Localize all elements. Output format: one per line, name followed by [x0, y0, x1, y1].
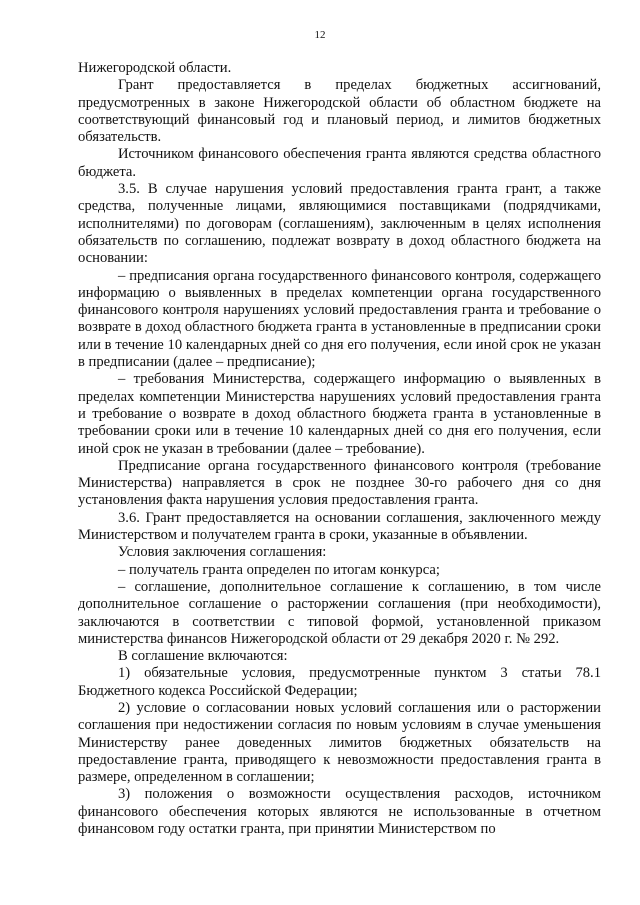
paragraph-included-item-3: 3) положения о возможности осуществления расходов, источником финансового обеспечения которых являются не использованные в отчетном финансовом году остатки гранта, при принятии Министерством по	[78, 786, 601, 838]
paragraph-requirement-item: – требования Министерства, содержащего информацию о выявленных в пределах компетенции Министерства нарушениях условий предоставления гранта и требование о возврате в доход областного бюджета гранта в установленные в требовании сроки или в течение 10 календарных дней со дня его получения, если иной срок не указан в требовании (далее – требование).	[78, 371, 601, 457]
paragraph-included-item-1: 1) обязательные условия, предусмотренные пунктом 3 статьи 78.1 Бюджетного кодекса Российской Федерации;	[78, 665, 601, 699]
paragraph-prescription-deadline: Предписание органа государственного финансового контроля (требование Министерства) направляется в срок не позднее 30-го рабочего дня со дня установления факта нарушения условия предоставления гранта.	[78, 457, 601, 509]
paragraph-section-3-5: 3.5. В случае нарушения условий предоставления гранта грант, а также средства, полученные лицами, являющимися поставщиками (подрядчиками, исполнителями) по договорам (соглашениям), заключенным в целях исполнения обязательств по соглашению, подлежат возврату в доход областного бюджета на основании:	[78, 181, 601, 267]
paragraph-region-continuation: Нижегородской области.	[78, 60, 232, 76]
document-body	[78, 60, 601, 838]
paragraph-included-item-2: 2) условие о согласовании новых условий соглашения или о расторжении соглашения при недостижении согласия по новым условиям в случае уменьшения Министерству ранее доведенных лимитов бюджетных обязательств на предоставление гранта, приводящего к невозможности предоставления гранта в размере, определенном в соглашении;	[78, 699, 601, 786]
paragraph-agreement-standard-form: – соглашение, дополнительное соглашение к соглашению, в том числе дополнительное соглашение о расторжении соглашения (при необходимости), заключаются в соответствии с типовой формой, установленной приказом министерства финансов Нижегородской области от 29 декабря 2020 г. № 292.	[78, 578, 601, 647]
paragraph-prescription-item: – предписания органа государственного финансового контроля, содержащего информацию о выявленных в пределах компетенции органа государственного финансового контроля нарушениях условий предоставления гранта и требование о возврате в доход областного бюджета гранта в установленные в предписании сроки или в течение 10 календарных дней со дня его получения, если иной срок не указан в предписании (далее – предписание);	[78, 267, 601, 371]
paragraph-grant-budget-limits: Грант предоставляется в пределах бюджетных ассигнований, предусмотренных в законе Нижегородской области об областном бюджете на соответствующий финансовый год и плановый период, и лимитов бюджетных обязательств.	[78, 77, 601, 146]
page-number: 12	[314, 29, 326, 41]
paragraph-recipient-determined: – получатель гранта определен по итогам конкурса;	[118, 561, 440, 578]
paragraph-agreement-conditions-heading: Условия заключения соглашения:	[118, 544, 327, 561]
paragraph-agreement-includes-heading: В соглашение включаются:	[118, 648, 288, 665]
paragraph-funding-source: Источником финансового обеспечения гранта являются средства областного бюджета.	[78, 146, 601, 180]
paragraph-section-3-6: 3.6. Грант предоставляется на основании соглашения, заключенного между Министерством и получателем гранта в сроки, указанные в объявлении.	[78, 509, 601, 544]
